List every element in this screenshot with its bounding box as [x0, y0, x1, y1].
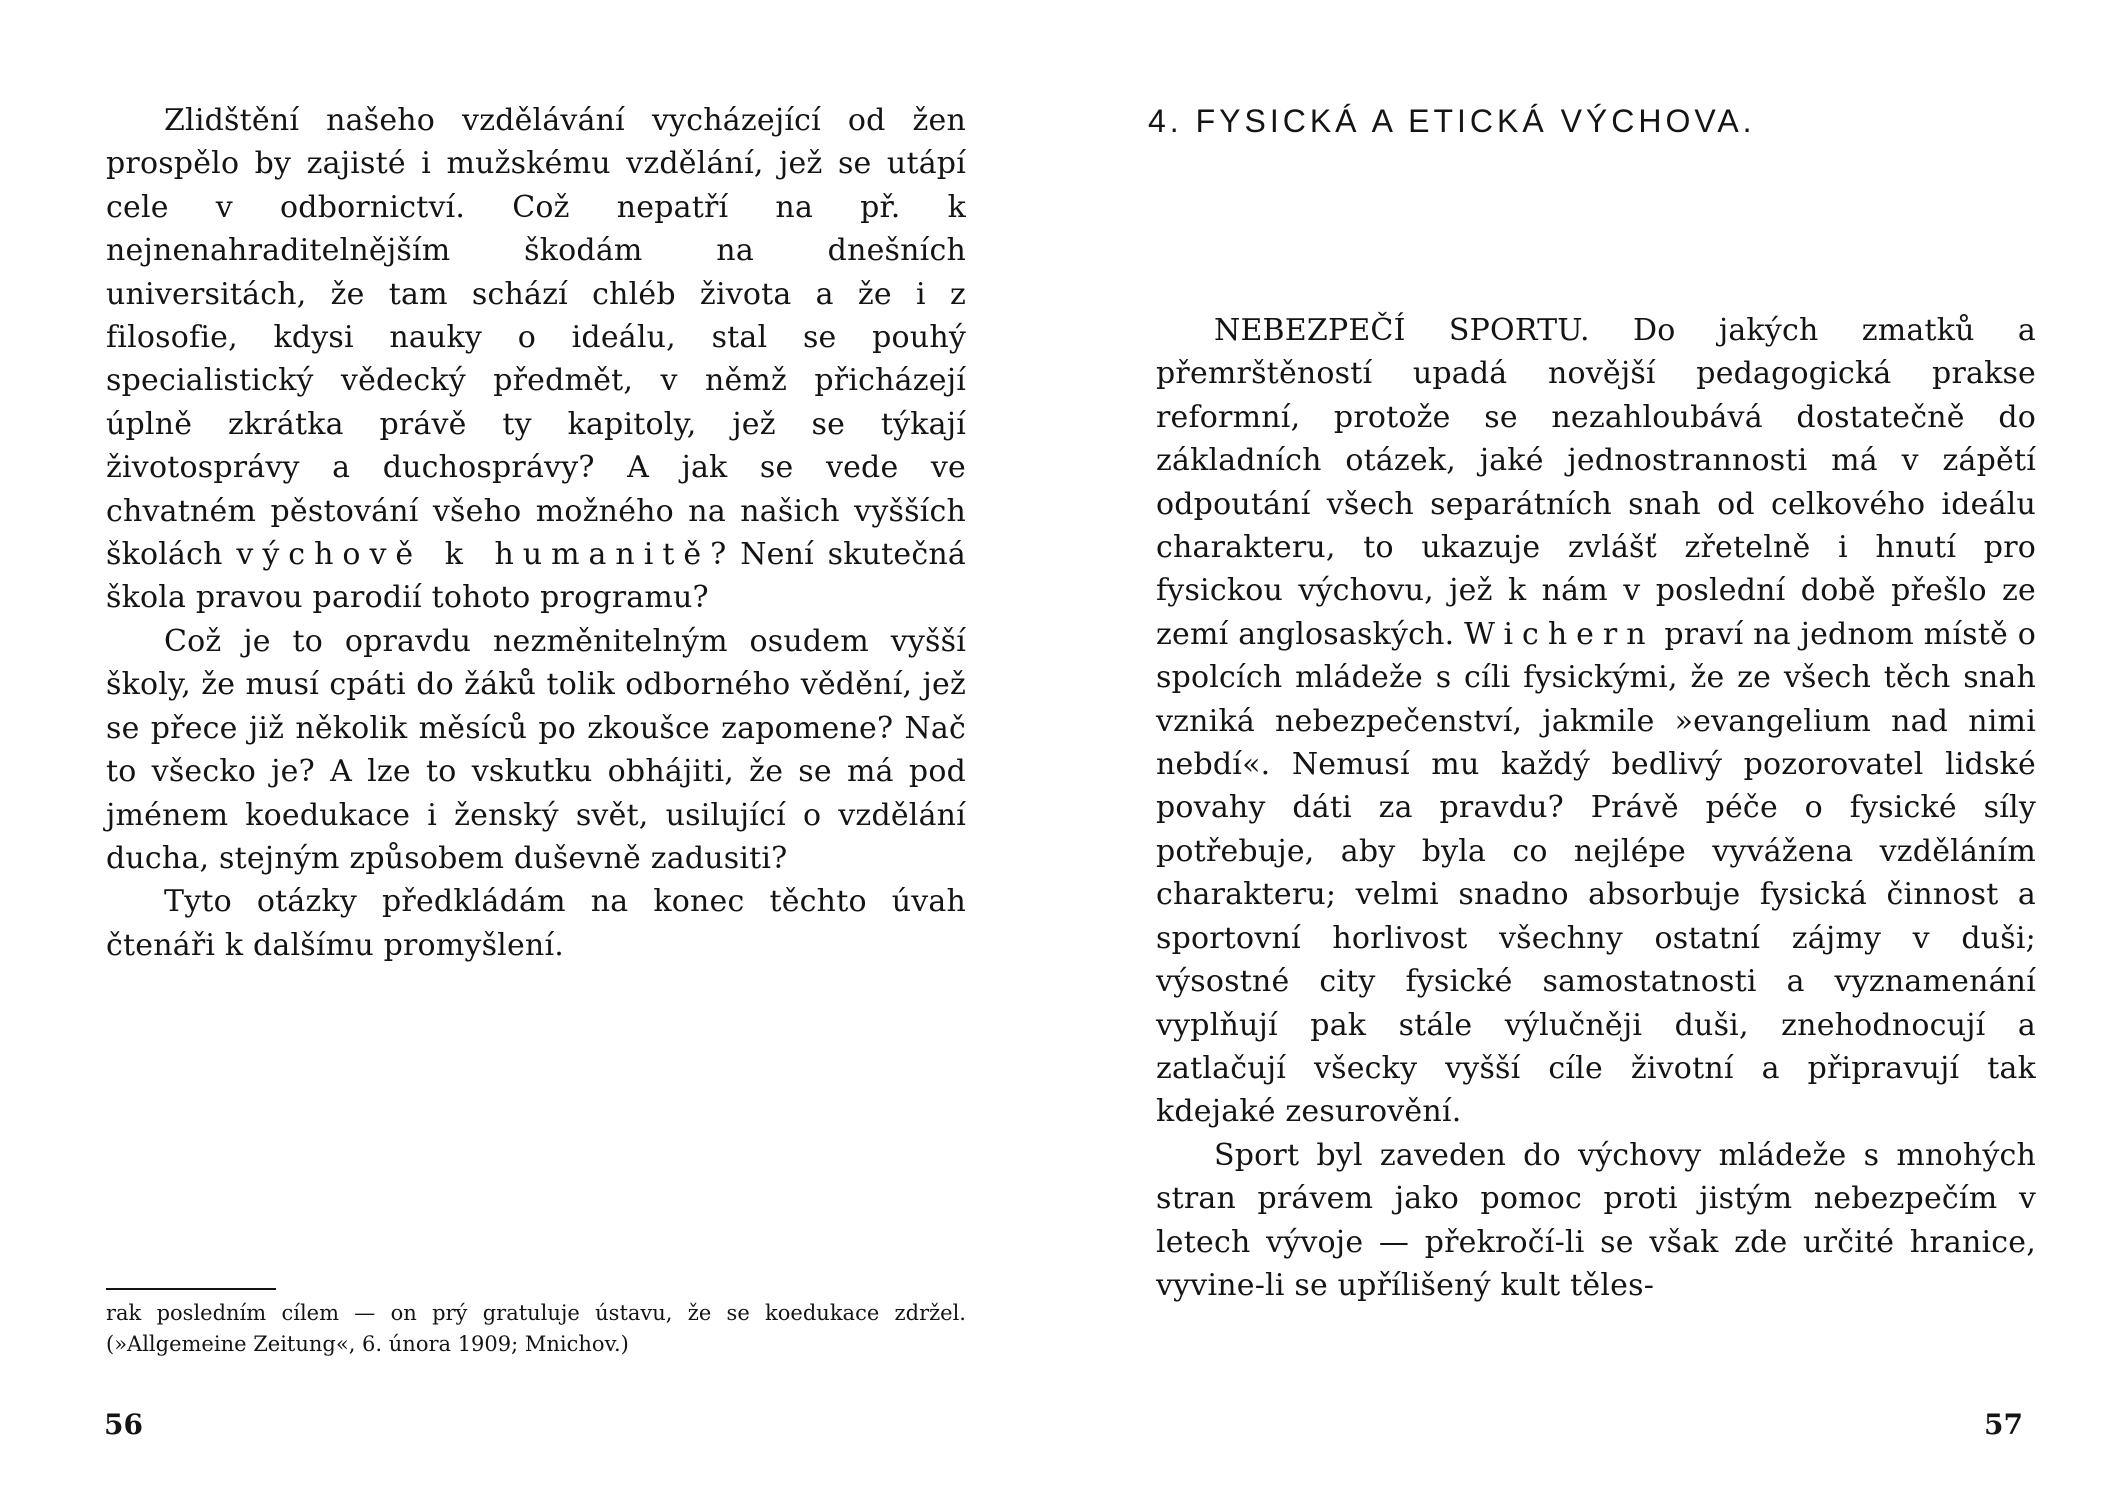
page-number-right: 57 [1984, 1408, 2023, 1441]
text-run: Tyto otázky předkládám na konec těchto úvah čtenáři k dalšímu promyšlení. [106, 884, 966, 963]
right-page-body [1156, 309, 2036, 1307]
right-paragraph-2 [1156, 1134, 2036, 1308]
chapter-title: 4. FYSICKÁ A ETICKÁ VÝCHOVA. [1148, 103, 1756, 139]
letterspaced-emphasis: výchově k humanitě [236, 537, 711, 573]
right-paragraph-1 [1156, 309, 2036, 1134]
left-paragraph-3 [106, 880, 966, 967]
text-run: Což je to opravdu nezměnitelným osudem vyšší školy, že musí cpáti do žáků tolik odborného vědění, jež se přece již několik měsíců po zkoušce zapomene? Nač to všecko je? A lze to vskutku obhájiti, že se má pod jménem koedukace i ženský svět, usilující o vzdělání ducha, stejným způsobem duševně zadusiti? [106, 623, 966, 876]
footnote-divider [106, 1288, 276, 1290]
page-number-left: 56 [104, 1408, 143, 1441]
left-paragraph-1 [106, 99, 966, 620]
letterspaced-emphasis: Wichern [1464, 616, 1655, 652]
left-paragraph-2 [106, 620, 966, 880]
text-run: Sport byl zaveden do výchovy mládeže s mnohých stran právem jako pomoc proti jistým nebezpečím v letech vývoje — překročí-li se však zde určité hranice, vyvine-li se upřílišený kult těles- [1156, 1137, 2036, 1303]
text-run: ? Není skutečná škola pravou parodií tohoto programu? [106, 537, 966, 616]
left-page-body [106, 99, 966, 967]
right-page [1052, 0, 2104, 1500]
footnote: rak posledním cílem — on prý gratuluje ústavu, že se koedukace zdržel. (»Allgemeine Zeitung«, 6. února 1909; Mnichov.) [106, 1301, 966, 1356]
text-run: Zlidštění našeho vzdělávání vycházející od žen prospělo by zajisté i mužskému vzdělání, jež se utápí cele v odbornictví. Což nepatří na př. k nejnenahraditelnějším škodám na dnešních universitách, že tam schází chléb života a že i z filosofie, kdysi nauky o ideálu, stal se pouhý specialistický vědecký předmět, v němž přicházejí úplně zkrátka právě ty kapitoly, jež se týkají životosprávy a duchosprávy? A jak se vede ve chvatném pěstování všeho možného na našich vyšších školách [106, 103, 966, 573]
text-run: praví na jednom místě o spolcích mládeže s cíli fysickými, že ze všech těch snah vzniká nebezpečenství, jakmile »evangelium nad nimi nebdí«. Nemusí mu každý bedlivý pozorovatel lidské povahy dáti za pravdu? Právě péče o fysické síly potřebuje, aby byla co nejlépe vyvážena vzděláním charakteru; velmi snadno absorbuje fysická činnost a sportovní horlivost všechny ostatní zájmy v duši; výsostné city fysické samostatnosti a vyznamenání vyplňují pak stále výlučněji duši, znehodnocují a zatlačují všecky vyšší cíle životní a připravují tak kdejaké zesurovění. [1156, 616, 2036, 1130]
text-run: NEBEZPEČÍ SPORTU. Do jakých zmatků a přemrštěností upadá novější pedagogická prakse reformní, protože se nezahloubává dostatečně do základních otázek, jaké jednostrannosti má v zápětí odpoutání všech separátních snah od celkového ideálu charakteru, to ukazuje zvlášť zřetelně i hnutí pro fysickou výchovu, jež k nám v poslední době přešlo ze zemí anglosaských. [1156, 313, 2036, 652]
